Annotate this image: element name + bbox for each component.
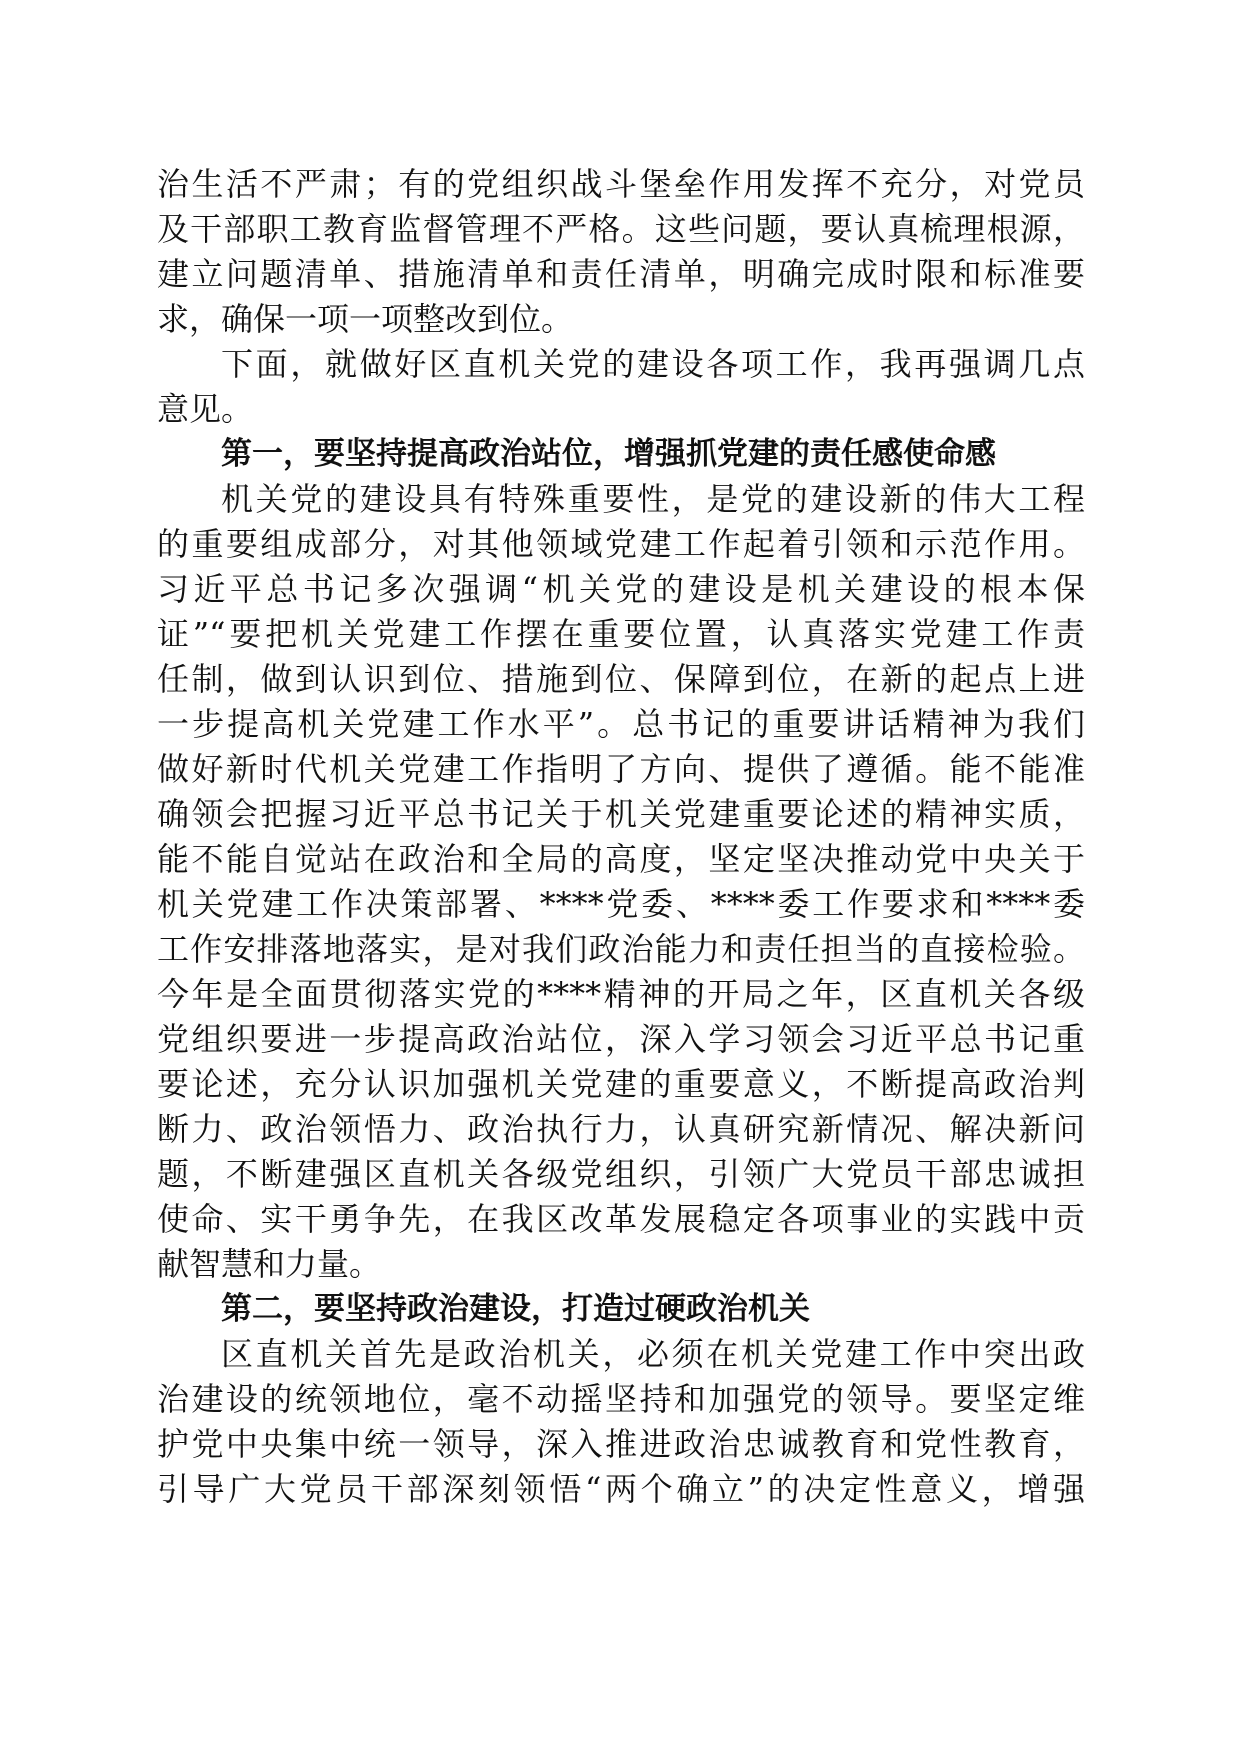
paragraph-continuation bbox=[157, 162, 1085, 342]
text-line: 今年是全面贯彻落实党的****精神的开局之年，区直机关各级 bbox=[157, 975, 1085, 1013]
text-line: 习近平总书记多次强调“机关党的建设是机关建设的根本保 bbox=[157, 570, 1085, 608]
text-line: 建立问题清单、措施清单和责任清单，明确完成时限和标准要 bbox=[157, 255, 1085, 293]
text-line: 机关党的建设具有特殊重要性，是党的建设新的伟大工程 bbox=[221, 480, 1085, 518]
text-line: 工作安排落地落实，是对我们政治能力和责任担当的直接检验。 bbox=[157, 930, 1085, 968]
document-page bbox=[157, 162, 1085, 1512]
text-line: 党组织要进一步提高政治站位，深入学习领会习近平总书记重 bbox=[157, 1020, 1085, 1058]
text-line: 机关党建工作决策部署、****党委、****委工作要求和****委 bbox=[157, 885, 1085, 923]
text-line: 能不能自觉站在政治和全局的高度，坚定坚决推动党中央关于 bbox=[157, 840, 1085, 878]
text-line: 任制，做到认识到位、措施到位、保障到位，在新的起点上进 bbox=[157, 660, 1085, 698]
text-line: 一步提高机关党建工作水平”。总书记的重要讲话精神为我们 bbox=[157, 705, 1085, 743]
text-line: 使命、实干勇争先，在我区改革发展稳定各项事业的实践中贡 bbox=[157, 1200, 1085, 1238]
paragraph-section-2 bbox=[157, 1332, 1085, 1512]
text-line: 及干部职工教育监督管理不严格。这些问题，要认真梳理根源， bbox=[157, 210, 1085, 248]
section-heading-1: 第一，要坚持提高政治站位，增强抓党建的责任感使命感 bbox=[221, 436, 996, 472]
text-line: 确领会把握习近平总书记关于机关党建重要论述的精神实质， bbox=[157, 795, 1085, 833]
text-line: 引导广大党员干部深刻领悟“两个确立”的决定性意义，增强 bbox=[157, 1470, 1085, 1508]
paragraph-section-1 bbox=[157, 477, 1085, 1287]
text-line: 献智慧和力量。 bbox=[157, 1245, 382, 1283]
text-line: 证”“要把机关党建工作摆在重要位置，认真落实党建工作责 bbox=[157, 615, 1085, 653]
text-line: 的重要组成部分，对其他领域党建工作起着引领和示范作用。 bbox=[157, 525, 1085, 563]
text-line: 治建设的统领地位，毫不动摇坚持和加强党的领导。要坚定维 bbox=[157, 1380, 1085, 1418]
text-line: 题，不断建强区直机关各级党组织，引领广大党员干部忠诚担 bbox=[157, 1155, 1085, 1193]
text-line: 求，确保一项一项整改到位。 bbox=[157, 300, 574, 338]
text-line: 区直机关首先是政治机关，必须在机关党建工作中突出政 bbox=[221, 1335, 1085, 1373]
text-line: 护党中央集中统一领导，深入推进政治忠诚教育和党性教育， bbox=[157, 1425, 1085, 1463]
text-line: 意见。 bbox=[157, 390, 254, 428]
text-line: 做好新时代机关党建工作指明了方向、提供了遵循。能不能准 bbox=[157, 750, 1085, 788]
section-heading-2: 第二，要坚持政治建设，打造过硬政治机关 bbox=[221, 1291, 810, 1327]
text-line: 要论述，充分认识加强机关党建的重要意义，不断提高政治判 bbox=[157, 1065, 1085, 1103]
text-line: 断力、政治领悟力、政治执行力，认真研究新情况、解决新问 bbox=[157, 1110, 1085, 1148]
paragraph-intro bbox=[157, 342, 1085, 432]
text-line: 下面，就做好区直机关党的建设各项工作，我再强调几点 bbox=[221, 345, 1085, 383]
text-line: 治生活不严肃；有的党组织战斗堡垒作用发挥不充分，对党员 bbox=[157, 165, 1085, 203]
